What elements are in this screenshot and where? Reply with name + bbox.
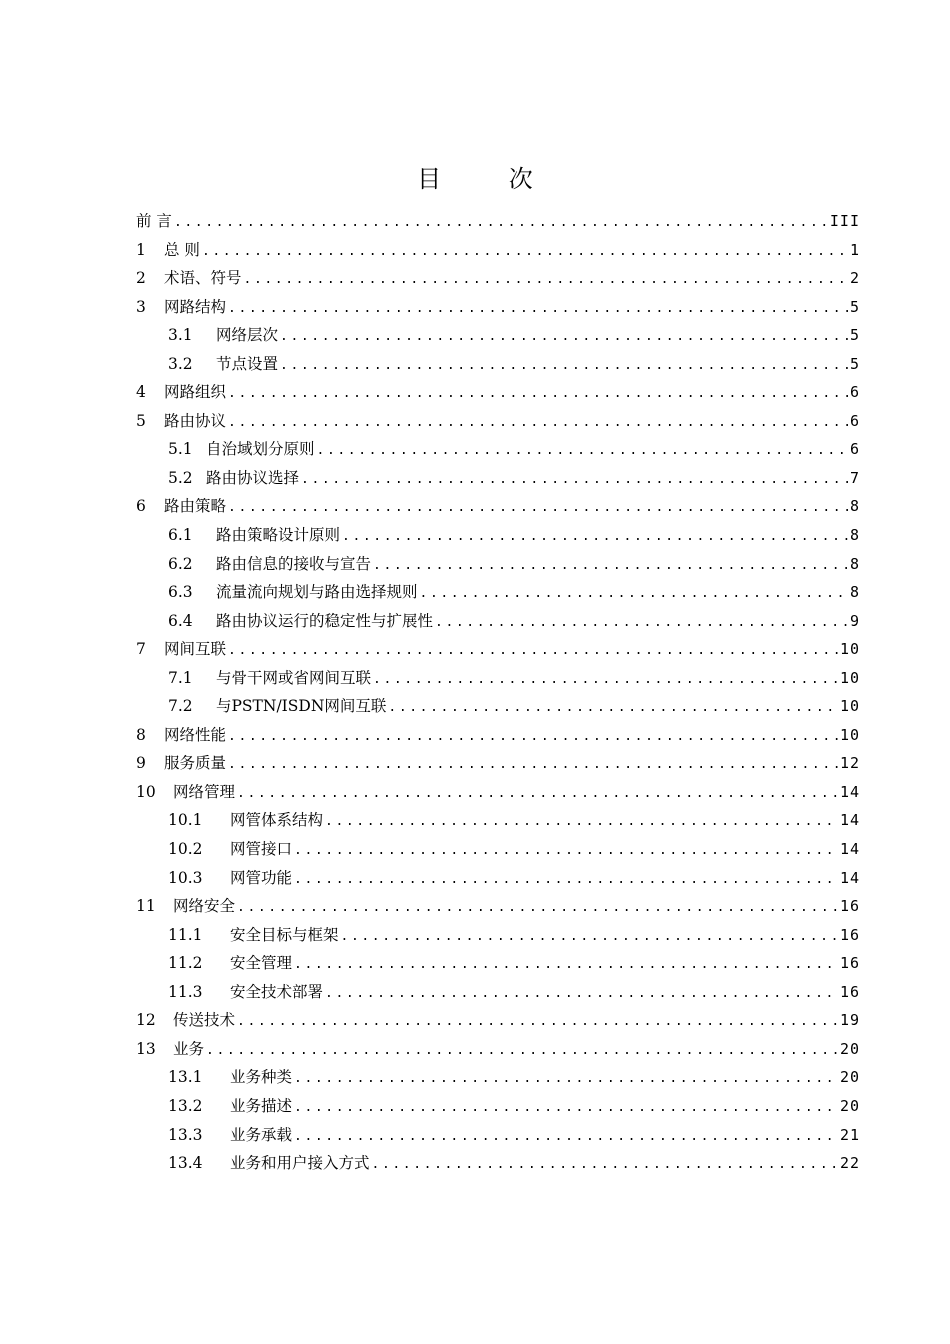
toc-entry[interactable] bbox=[136, 664, 860, 693]
toc-entry[interactable] bbox=[136, 692, 860, 721]
toc-dot-leader bbox=[325, 980, 838, 1009]
toc-entry-page-number: 8 bbox=[849, 583, 860, 602]
toc-entry-page-number: 6 bbox=[849, 383, 860, 402]
toc-entry-number: 10.2 bbox=[168, 840, 203, 859]
toc-entry-label: 流量流向规划与路由选择规则 bbox=[216, 583, 418, 602]
toc-entry-number: 5.1 bbox=[168, 440, 193, 459]
toc-dot-leader bbox=[435, 609, 848, 638]
toc-entry-number: 11 bbox=[136, 897, 156, 916]
toc-entry-page-number: 10 bbox=[839, 668, 860, 687]
toc-entry-page-number: 10 bbox=[839, 697, 860, 716]
toc-entry-label: 网管体系结构 bbox=[230, 811, 324, 830]
toc-entry-number: 6.1 bbox=[168, 526, 193, 545]
toc-entry[interactable] bbox=[136, 264, 860, 293]
toc-entry-label: 与PSTN/ISDN网间互联 bbox=[216, 697, 387, 716]
toc-entry-page-number: 16 bbox=[839, 954, 860, 973]
toc-entry-page-number: 14 bbox=[839, 782, 860, 801]
toc-entry[interactable] bbox=[136, 892, 860, 921]
toc-entry-page-number: 16 bbox=[839, 982, 860, 1001]
toc-entry-number: 5.2 bbox=[168, 468, 193, 487]
toc-entry-label: 业务承载 bbox=[230, 1125, 293, 1144]
toc-entry-label: 路由信息的接收与宣告 bbox=[216, 554, 372, 573]
toc-entry-label: 安全目标与框架 bbox=[230, 925, 339, 944]
toc-entry[interactable] bbox=[136, 293, 860, 322]
toc-entry[interactable] bbox=[136, 464, 860, 493]
toc-entry-label: 与骨干网或省网间互联 bbox=[216, 668, 372, 687]
toc-entry-page-number: 10 bbox=[839, 640, 860, 659]
toc-entry-number: 5 bbox=[136, 411, 146, 430]
toc-entry[interactable] bbox=[136, 1149, 860, 1178]
toc-entry-number: 13.4 bbox=[168, 1154, 203, 1173]
toc-entry-label: 网络管理 bbox=[173, 782, 236, 801]
toc-dot-leader bbox=[294, 837, 838, 866]
toc-entry-label: 网间互联 bbox=[164, 640, 227, 659]
toc-entry-number: 4 bbox=[136, 383, 146, 402]
toc-entry[interactable] bbox=[136, 350, 860, 379]
toc-entry-label: 安全技术部署 bbox=[230, 982, 324, 1001]
toc-dot-leader bbox=[228, 637, 838, 666]
toc-entry-page-number: 5 bbox=[849, 297, 860, 316]
toc-dot-leader bbox=[294, 866, 838, 895]
toc-entry-label: 自治域划分原则 bbox=[206, 440, 315, 459]
toc-entry-number: 13 bbox=[136, 1039, 156, 1058]
toc-entry-number: 12 bbox=[136, 1011, 156, 1030]
toc-entry-page-number: 19 bbox=[839, 1011, 860, 1030]
toc-entry[interactable] bbox=[136, 435, 860, 464]
toc-entry-number: 3.1 bbox=[168, 326, 193, 345]
toc-entry-label: 业务描述 bbox=[230, 1096, 293, 1115]
toc-dot-leader bbox=[280, 352, 848, 381]
toc-entry-number: 7 bbox=[136, 640, 146, 659]
toc-entry[interactable] bbox=[136, 1092, 860, 1121]
toc-entry[interactable] bbox=[136, 921, 860, 950]
toc-entry-label: 路由协议 bbox=[164, 411, 227, 430]
toc-entry[interactable] bbox=[136, 778, 860, 807]
toc-dot-leader bbox=[373, 666, 838, 695]
toc-dot-leader bbox=[228, 751, 838, 780]
toc-entry[interactable] bbox=[136, 949, 860, 978]
toc-entry-label: 业务 bbox=[173, 1039, 205, 1058]
toc-entry[interactable] bbox=[136, 378, 860, 407]
toc-entry-page-number: 7 bbox=[849, 468, 860, 487]
toc-entry-number: 13.3 bbox=[168, 1125, 203, 1144]
toc-dot-leader bbox=[420, 580, 848, 609]
toc-entry-number: 10 bbox=[136, 782, 156, 801]
toc-dot-leader bbox=[237, 894, 838, 923]
toc-entry-page-number: 6 bbox=[849, 411, 860, 430]
toc-dot-leader bbox=[228, 380, 848, 409]
toc-dot-leader bbox=[301, 466, 848, 495]
toc-entry-page-number: 1 bbox=[849, 240, 860, 259]
toc-entry-page-number: 22 bbox=[839, 1154, 860, 1173]
toc-entry-page-number: 14 bbox=[839, 840, 860, 859]
toc-dot-leader bbox=[174, 209, 828, 238]
toc-entry[interactable] bbox=[136, 321, 860, 350]
toc-entry-number: 8 bbox=[136, 725, 146, 744]
toc-entry-number: 前 言 bbox=[136, 212, 172, 230]
toc-dot-leader bbox=[228, 494, 848, 523]
toc-dot-leader bbox=[237, 1008, 838, 1037]
toc-entry-label: 业务种类 bbox=[230, 1068, 293, 1087]
toc-entry-number: 6.4 bbox=[168, 611, 193, 630]
toc-dot-leader bbox=[228, 409, 848, 438]
toc-entry-page-number: 2 bbox=[849, 269, 860, 288]
toc-dot-leader bbox=[206, 1037, 838, 1066]
toc-entry[interactable] bbox=[136, 835, 860, 864]
toc-entry-label: 安全管理 bbox=[230, 954, 293, 973]
toc-entry-label: 总 则 bbox=[164, 240, 200, 259]
toc-entry[interactable] bbox=[136, 607, 860, 636]
toc-entry[interactable] bbox=[136, 1035, 860, 1064]
toc-entry-label: 网管功能 bbox=[230, 868, 293, 887]
toc-entry[interactable] bbox=[136, 864, 860, 893]
toc-dot-leader bbox=[280, 323, 848, 352]
toc-dot-leader bbox=[342, 523, 848, 552]
toc-dot-leader bbox=[244, 266, 848, 295]
toc-entry-label: 路由协议运行的稳定性与扩展性 bbox=[216, 611, 434, 630]
toc-entry[interactable] bbox=[136, 578, 860, 607]
toc-entry-label: 术语、符号 bbox=[164, 269, 242, 288]
toc-entry[interactable] bbox=[136, 978, 860, 1007]
toc-entry-label: 网路结构 bbox=[164, 297, 227, 316]
toc-dot-leader bbox=[228, 723, 838, 752]
toc-entry-page-number: 14 bbox=[839, 868, 860, 887]
toc-entry[interactable] bbox=[136, 236, 860, 265]
toc-entry-label: 服务质量 bbox=[164, 754, 227, 773]
toc-entry-page-number: 16 bbox=[839, 925, 860, 944]
toc-entry-number: 9 bbox=[136, 754, 146, 773]
toc-entry-page-number: 20 bbox=[839, 1096, 860, 1115]
toc-entry[interactable] bbox=[136, 1121, 860, 1150]
toc-dot-leader bbox=[294, 1065, 838, 1094]
toc-entry-page-number: 20 bbox=[839, 1068, 860, 1087]
toc-entry-label: 网管接口 bbox=[230, 840, 293, 859]
toc-entry[interactable] bbox=[136, 492, 860, 521]
toc-entry-number: 11.2 bbox=[168, 954, 203, 973]
toc-entry-number: 11.3 bbox=[168, 982, 203, 1001]
toc-dot-leader bbox=[294, 1123, 838, 1152]
toc-entry-page-number: 20 bbox=[839, 1039, 860, 1058]
toc-entry-page-number: 5 bbox=[849, 326, 860, 345]
toc-dot-leader bbox=[388, 694, 838, 723]
toc-entry[interactable] bbox=[136, 207, 860, 236]
toc-dot-leader bbox=[341, 923, 838, 952]
toc-entry-number: 10.1 bbox=[168, 811, 203, 830]
toc-entry[interactable] bbox=[136, 521, 860, 550]
toc-entry[interactable] bbox=[136, 749, 860, 778]
toc-entry-page-number: 10 bbox=[839, 725, 860, 744]
toc-entry-number: 6.3 bbox=[168, 583, 193, 602]
toc-entry-number: 10.3 bbox=[168, 868, 203, 887]
toc-entry-label: 网络性能 bbox=[164, 725, 227, 744]
toc-entry[interactable] bbox=[136, 550, 860, 579]
toc-entry-number: 13.1 bbox=[168, 1068, 203, 1087]
toc-entry-label: 路由策略 bbox=[164, 497, 227, 516]
toc-entry-page-number: 14 bbox=[839, 811, 860, 830]
toc-entry-page-number: 8 bbox=[849, 497, 860, 516]
toc-entry-page-number: III bbox=[829, 212, 860, 230]
toc-entry[interactable] bbox=[136, 407, 860, 436]
toc-entry[interactable] bbox=[136, 1063, 860, 1092]
toc-entry-number: 1 bbox=[136, 240, 146, 259]
toc-entry-page-number: 8 bbox=[849, 554, 860, 573]
toc-entry-label: 传送技术 bbox=[173, 1011, 236, 1030]
toc-dot-leader bbox=[294, 951, 838, 980]
toc-dot-leader bbox=[237, 780, 838, 809]
toc-entry-number: 7.2 bbox=[168, 697, 193, 716]
toc-entry-label: 业务和用户接入方式 bbox=[230, 1154, 370, 1173]
toc-entry-number: 3 bbox=[136, 297, 146, 316]
toc-dot-leader bbox=[317, 437, 848, 466]
toc-entry-number: 7.1 bbox=[168, 668, 193, 687]
toc-entry-page-number: 8 bbox=[849, 526, 860, 545]
toc-entry-label: 网络层次 bbox=[216, 326, 279, 345]
toc-entry-page-number: 6 bbox=[849, 440, 860, 459]
toc-entry-label: 路由协议选择 bbox=[206, 468, 300, 487]
toc-entry-number: 13.2 bbox=[168, 1096, 203, 1115]
toc-entry-page-number: 21 bbox=[839, 1125, 860, 1144]
toc-entry-label: 网络安全 bbox=[173, 897, 236, 916]
toc-dot-leader bbox=[294, 1094, 838, 1123]
toc-entry-label: 节点设置 bbox=[216, 354, 279, 373]
toc-entry-number: 6 bbox=[136, 497, 146, 516]
toc-entry-page-number: 9 bbox=[849, 611, 860, 630]
toc-entry-number: 2 bbox=[136, 269, 146, 288]
toc-dot-leader bbox=[228, 295, 848, 324]
toc-entry[interactable] bbox=[136, 1006, 860, 1035]
toc-dot-leader bbox=[202, 238, 848, 267]
toc-entry[interactable] bbox=[136, 806, 860, 835]
toc-dot-leader bbox=[373, 552, 848, 581]
table-of-contents bbox=[136, 207, 860, 1178]
toc-title: 目 次 bbox=[417, 165, 563, 193]
toc-entry-page-number: 12 bbox=[839, 754, 860, 773]
toc-entry-label: 网路组织 bbox=[164, 383, 227, 402]
toc-dot-leader bbox=[372, 1151, 838, 1180]
toc-entry[interactable] bbox=[136, 635, 860, 664]
toc-entry[interactable] bbox=[136, 721, 860, 750]
toc-dot-leader bbox=[325, 808, 838, 837]
toc-entry-number: 3.2 bbox=[168, 354, 193, 373]
toc-entry-label: 路由策略设计原则 bbox=[216, 526, 341, 545]
toc-entry-number: 11.1 bbox=[168, 925, 203, 944]
toc-entry-number: 6.2 bbox=[168, 554, 193, 573]
toc-entry-page-number: 16 bbox=[839, 897, 860, 916]
toc-entry-page-number: 5 bbox=[849, 354, 860, 373]
